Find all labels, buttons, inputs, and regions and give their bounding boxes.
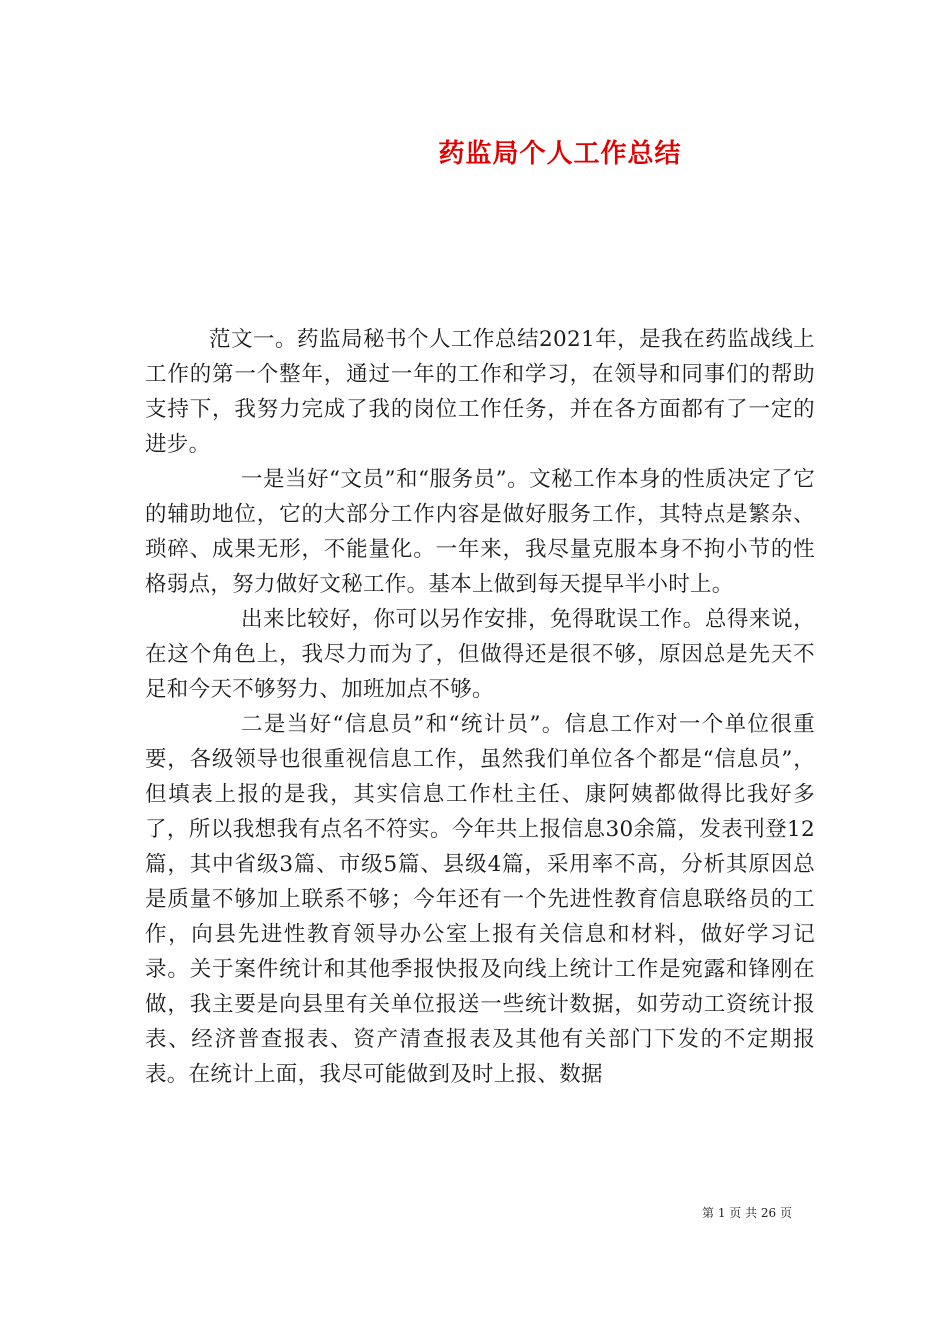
document-title: 药监局个人工作总结: [438, 139, 682, 169]
paragraph-clerk-role: 一是当好“文员”和“服务员”。文秘工作本身的性质决定了它的辅助地位，它的大部分工作内容是做好服务工作，其特点是繁杂、琐碎、成果无形，不能量化。一年来，我尽量克服本身不拘小节的性格弱点，努力做好文秘工作。基本上做到每天提早半小时上。: [145, 467, 815, 597]
paragraph-clerk-summary: 出来比较好，你可以另作安排，免得耽误工作。总得来说，在这个角色上，我尽力而为了，但做得还是很不够，原因总是先天不足和今天不够努力、加班加点不够。: [145, 607, 815, 702]
paragraph-info-statistics: 二是当好“信息员”和“统计员”。信息工作对一个单位很重要，各级领导也很重视信息工作，虽然我们单位各个都是“信息员”，但填表上报的是我，其实信息工作杜主任、康阿姨都做得比我好多了，所以我想我有点名不符实。今年共上报信息30余篇，发表刊登12篇，其中省级3篇、市级5篇、县级4篇，采用率不高，分析其原因总是质量不够加上联系不够；今年还有一个先进性教育信息联络员的工作，向县先进性教育领导办公室上报有关信息和材料，做好学习记录。关于案件统计和其他季报快报及向线上统计工作是宛露和锋刚在做，我主要是向县里有关单位报送一些统计数据，如劳动工资统计报表、经济普查报表、资产清查报表及其他有关部门下发的不定期报表。在统计上面，我尽可能做到及时上报、数据: [145, 712, 815, 1087]
paragraph-intro: 范文一。药监局秘书个人工作总结2021年，是我在药监战线上工作的第一个整年，通过一年的工作和学习，在领导和同事们的帮助支持下，我努力完成了我的岗位工作任务，并在各方面都有了一定的进步。: [145, 327, 815, 457]
document-body: [145, 322, 815, 1092]
page-number-footer: 第 1 页 共 26 页: [702, 1206, 792, 1220]
